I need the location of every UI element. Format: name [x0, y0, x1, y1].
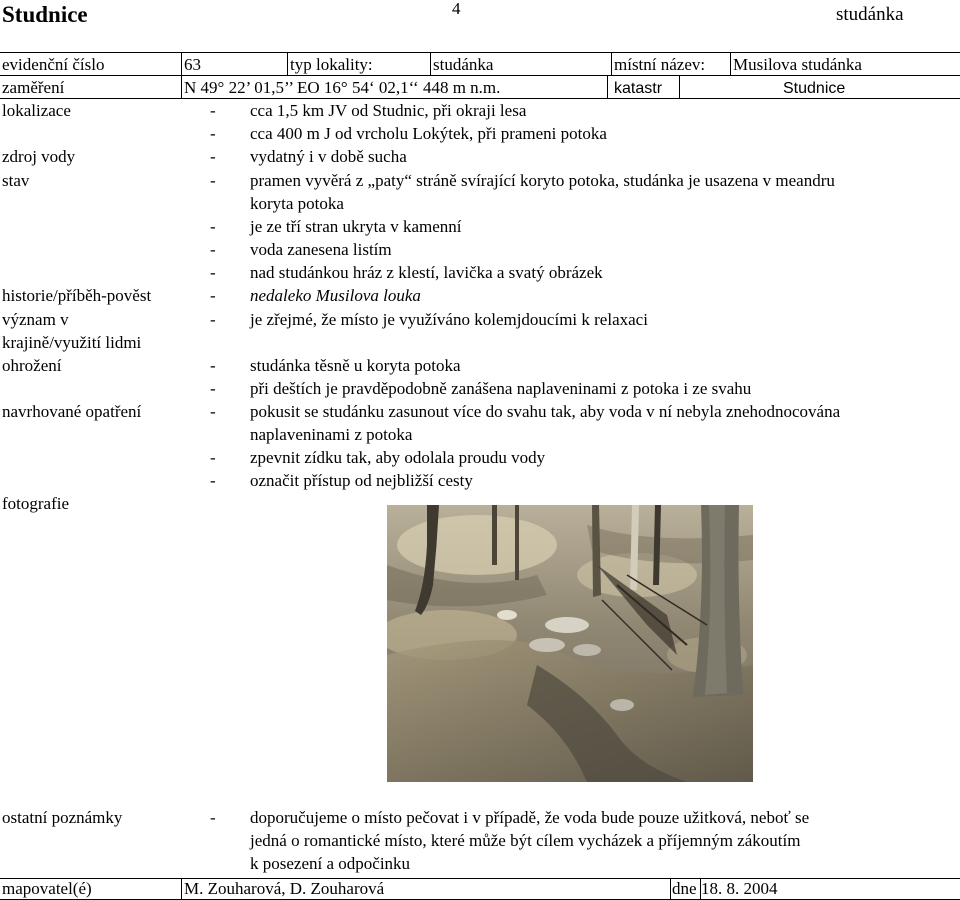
measure-item: zpevnit zídku tak, aby odolala proudu vody	[250, 448, 546, 467]
notes-item: doporučujeme o místo pečovat i v případě, že voda bude pouze užitková, neboť se	[250, 808, 810, 827]
bullet-dash: -	[210, 310, 216, 329]
bullet-dash: -	[210, 217, 216, 236]
mappers-label: mapovatel(é)	[2, 879, 92, 898]
coordinates-value: N 49° 22’ 01,5’’ EO 16° 54‘ 02,1‘‘ 448 m n.m.	[184, 78, 501, 97]
evidence-number-value: 63	[184, 55, 201, 74]
bullet-dash: -	[210, 471, 216, 490]
cadastre-value: Studnice	[783, 80, 846, 97]
measure-item: označit přístup od nejbližší cesty	[250, 471, 473, 490]
threat-item: při deštích je pravděpodobně zanášena naplaveninami z potoka i ze svahu	[250, 379, 752, 398]
bullet-dash: -	[210, 171, 216, 190]
significance-item: je zřejmé, že místo je využíváno kolemjdoucími k relaxaci	[250, 310, 648, 329]
locality-type-value: studánka	[433, 55, 494, 74]
bullet-dash: -	[210, 448, 216, 467]
table-col-divider	[181, 878, 182, 899]
water-source-item: vydatný i v době sucha	[250, 147, 407, 166]
measure-item: pokusit se studánku zasunout více do svahu tak, aby voda v ní nebyla znehodnocována	[250, 402, 841, 421]
table-col-divider	[181, 52, 182, 98]
coordinates-label: zaměření	[2, 78, 65, 97]
condition-item: pramen vyvěrá z „paty“ stráně svírající koryto potoka, studánka je usazena v meandru	[250, 171, 835, 190]
history-item: nedaleko Musilova louka	[250, 286, 421, 305]
bullet-dash: -	[210, 263, 216, 282]
location-item: cca 1,5 km JV od Studnic, při okraji lesa	[250, 101, 527, 120]
threat-label: ohrožení	[2, 356, 62, 375]
condition-item: nad studánkou hráz z klestí, lavička a svatý obrázek	[250, 263, 603, 282]
page-title: Studnice	[2, 2, 88, 27]
threat-item: studánka těsně u koryta potoka	[250, 356, 461, 375]
local-name-value: Musilova studánka	[733, 55, 862, 74]
date-value: 18. 8. 2004	[701, 879, 778, 898]
other-notes-label: ostatní poznámky	[2, 808, 123, 827]
table-col-divider	[430, 52, 431, 75]
table-row-divider	[0, 878, 960, 879]
table-col-divider	[670, 878, 671, 899]
table-col-divider	[730, 52, 731, 75]
evidence-number-label: evidenční číslo	[2, 55, 105, 74]
photo-label: fotografie	[2, 494, 70, 513]
bullet-dash: -	[210, 240, 216, 259]
measure-item-continued: naplaveninami z potoka	[250, 425, 413, 444]
condition-item-continued: koryta potoka	[250, 194, 344, 213]
bullet-dash: -	[210, 147, 216, 166]
location-item: cca 400 m J od vrcholu Lokýtek, při prameni potoka	[250, 124, 607, 143]
bullet-dash: -	[210, 402, 216, 421]
mappers-value: M. Zouharová, D. Zouharová	[184, 879, 385, 898]
history-label: historie/příběh-pověst	[2, 286, 152, 305]
bullet-dash: -	[210, 379, 216, 398]
significance-label: význam v	[2, 310, 69, 329]
table-col-divider	[607, 75, 608, 98]
notes-item-continued: k posezení a odpočinku	[250, 854, 411, 873]
condition-label: stav	[2, 171, 30, 190]
locality-type-heading: studánka	[836, 4, 904, 25]
bullet-dash: -	[210, 286, 216, 305]
date-label: dne	[672, 879, 697, 898]
locality-type-label: typ lokality:	[290, 55, 373, 74]
table-col-divider	[287, 52, 288, 75]
notes-item-continued: jedná o romantické místo, které může být cílem vycházek a příjemným zákoutím	[250, 831, 801, 850]
table-col-divider	[679, 75, 680, 98]
proposed-measures-label: navrhované opatření	[2, 402, 142, 421]
bullet-dash: -	[210, 808, 216, 827]
bullet-dash: -	[210, 124, 216, 143]
bullet-dash: -	[210, 356, 216, 375]
local-name-label: místní název:	[614, 55, 706, 74]
bullet-dash: -	[210, 101, 216, 120]
page-number: 4	[452, 0, 461, 18]
significance-label-line2: krajině/využití lidmi	[2, 333, 142, 352]
condition-item: je ze tří stran ukryta v kamenní	[250, 217, 462, 236]
cadastre-label: katastr	[614, 80, 663, 97]
condition-item: voda zanesena listím	[250, 240, 392, 259]
table-col-divider	[611, 52, 612, 75]
location-label: lokalizace	[2, 101, 71, 120]
spring-photo	[387, 505, 753, 782]
water-source-label: zdroj vody	[2, 147, 76, 166]
